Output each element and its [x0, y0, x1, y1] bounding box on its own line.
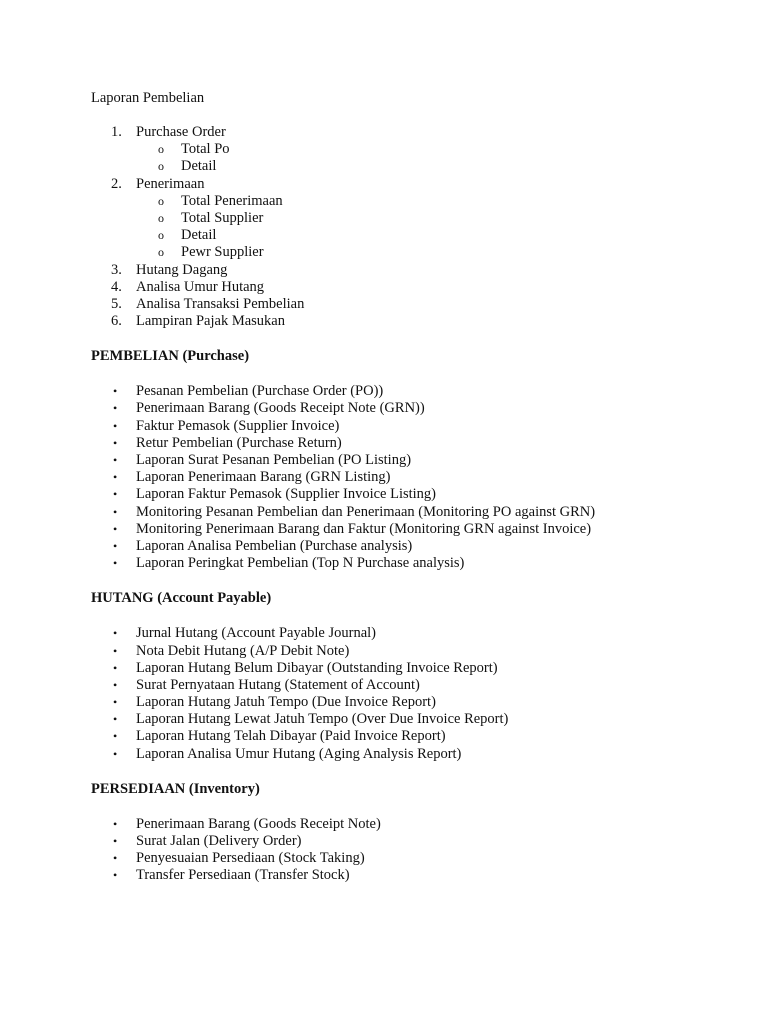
sub-item-label: Detail [181, 158, 217, 175]
numbered-item [91, 176, 751, 193]
section-heading: PERSEDIAAN (Inventory) [91, 780, 260, 797]
sub-item-label: Detail [181, 227, 217, 244]
bullet-icon: • [113, 487, 118, 502]
section-heading: PEMBELIAN (Purchase) [91, 348, 250, 365]
item-number: 3. [111, 261, 122, 278]
circle-bullet-icon: o [158, 159, 164, 174]
item-label: Penerimaan [136, 175, 205, 192]
spacer [91, 608, 751, 625]
bullet-icon: • [113, 384, 118, 399]
bullet-icon: • [113, 868, 118, 883]
bullet-item [91, 538, 751, 555]
bullet-icon: • [113, 521, 118, 536]
numbered-list [91, 124, 751, 330]
bullet-item [91, 452, 751, 469]
spacer [91, 572, 751, 589]
sub-item [91, 227, 751, 244]
sub-item [91, 158, 751, 175]
bullet-item-label: Laporan Analisa Umur Hutang (Aging Analysis Report) [136, 745, 462, 762]
bullet-item-label: Penerimaan Barang (Goods Receipt Note) [136, 815, 381, 832]
bullet-item [91, 867, 751, 884]
bullet-item [91, 746, 751, 763]
bullet-icon: • [113, 729, 118, 744]
bullet-item [91, 435, 751, 452]
bullet-icon: • [113, 660, 118, 675]
bullet-item-label: Laporan Hutang Belum Dibayar (Outstanding Invoice Report) [136, 659, 498, 676]
bullet-item-label: Laporan Penerimaan Barang (GRN Listing) [136, 469, 391, 486]
bullet-icon: • [113, 418, 118, 433]
spacer [91, 366, 751, 383]
item-label: Lampiran Pajak Masukan [136, 313, 285, 330]
bullet-item-label: Surat Pernyataan Hutang (Statement of Account) [136, 676, 420, 693]
bullet-item-label: Surat Jalan (Delivery Order) [136, 833, 302, 849]
bullet-icon: • [113, 470, 118, 485]
sub-item-label: Total Po [181, 141, 230, 158]
circle-bullet-icon: o [158, 210, 164, 225]
bullet-item [91, 625, 751, 642]
bullet-item-label: Transfer Persediaan (Transfer Stock) [136, 867, 350, 884]
spacer [91, 799, 751, 816]
bullet-item [91, 400, 751, 417]
item-label: Hutang Dagang [136, 261, 228, 278]
spacer [91, 108, 751, 124]
bullet-item [91, 694, 751, 711]
bullet-item [91, 383, 751, 400]
bullet-item-label: Pesanan Pembelian (Purchase Order (PO)) [136, 383, 384, 400]
item-label: Analisa Umur Hutang [136, 278, 265, 295]
sub-item [91, 141, 751, 158]
bullet-item-label: Retur Pembelian (Purchase Return) [136, 434, 342, 451]
bullet-item-label: Laporan Peringkat Pembelian (Top N Purchase analysis) [136, 555, 465, 572]
bullet-item-label: Jurnal Hutang (Account Payable Journal) [136, 625, 376, 642]
bullet-item-label: Penerimaan Barang (Goods Receipt Note (GRN)) [136, 400, 425, 417]
bullet-item-label: Laporan Surat Pesanan Pembelian (PO Listing) [136, 452, 412, 468]
item-label: Analisa Transaksi Pembelian [136, 295, 305, 312]
bullet-item [91, 418, 751, 435]
bullet-icon: • [113, 834, 118, 848]
document-page [91, 89, 751, 885]
bullet-item [91, 850, 751, 867]
sub-item-label: Total Supplier [181, 209, 264, 226]
numbered-item [91, 313, 751, 330]
bullet-item-label: Nota Debit Hutang (A/P Debit Note) [136, 642, 350, 659]
bullet-item-label: Laporan Analisa Pembelian (Purchase analysis) [136, 537, 413, 554]
bullet-item [91, 469, 751, 486]
bullet-item-label: Faktur Pemasok (Supplier Invoice) [136, 417, 340, 434]
bullet-icon: • [113, 556, 118, 571]
numbered-item [91, 124, 751, 141]
item-label: Purchase Order [136, 124, 226, 140]
sections [91, 330, 751, 884]
bullet-item [91, 555, 751, 572]
bullet-icon: • [113, 626, 118, 641]
numbered-item [91, 262, 751, 279]
bullet-icon: • [113, 401, 118, 416]
bullet-icon: • [113, 712, 118, 727]
numbered-item [91, 279, 751, 296]
bullet-icon: • [113, 746, 118, 761]
bullet-item [91, 486, 751, 503]
item-number: 2. [111, 175, 122, 192]
bullet-icon: • [113, 538, 118, 553]
bullet-item-label: Laporan Hutang Jatuh Tempo (Due Invoice Report) [136, 694, 436, 711]
sub-item [91, 210, 751, 227]
bullet-item-label: Monitoring Pesanan Pembelian dan Penerimaan (Monitoring PO against GRN) [136, 503, 596, 520]
section-heading: HUTANG (Account Payable) [91, 590, 272, 607]
bullet-item-label: Laporan Faktur Pemasok (Supplier Invoice Listing) [136, 486, 437, 503]
bullet-item [91, 677, 751, 694]
bullet-icon: • [113, 435, 118, 450]
sub-item-label: Total Penerimaan [181, 192, 283, 209]
spacer [91, 330, 751, 347]
document-title: Laporan Pembelian [91, 90, 205, 106]
circle-bullet-icon: o [158, 228, 164, 243]
bullet-icon: • [113, 816, 118, 831]
sub-item [91, 244, 751, 261]
bullet-icon: • [113, 695, 118, 710]
numbered-item [91, 296, 751, 313]
item-number: 6. [111, 313, 122, 330]
bullet-item [91, 711, 751, 728]
bullet-item [91, 660, 751, 677]
item-number: 4. [111, 278, 122, 295]
bullet-item-label: Laporan Hutang Telah Dibayar (Paid Invoice Report) [136, 728, 446, 745]
bullet-item [91, 504, 751, 521]
bullet-icon: • [113, 851, 118, 866]
sub-item [91, 193, 751, 210]
bullet-item [91, 643, 751, 660]
bullet-icon: • [113, 643, 118, 658]
circle-bullet-icon: o [158, 193, 164, 208]
bullet-item-label: Penyesuaian Persediaan (Stock Taking) [136, 850, 365, 867]
item-number: 1. [111, 124, 122, 140]
bullet-item-label: Laporan Hutang Lewat Jatuh Tempo (Over Due Invoice Report) [136, 711, 509, 728]
bullet-icon: • [113, 504, 118, 519]
bullet-icon: • [113, 453, 118, 467]
item-number: 5. [111, 295, 122, 312]
bullet-item [91, 833, 751, 850]
circle-bullet-icon: o [158, 245, 164, 260]
sub-item-label: Pewr Supplier [181, 244, 264, 261]
spacer [91, 763, 751, 780]
bullet-item [91, 816, 751, 833]
bullet-item [91, 521, 751, 538]
bullet-item-label: Monitoring Penerimaan Barang dan Faktur (Monitoring GRN against Invoice) [136, 520, 592, 537]
bullet-icon: • [113, 677, 118, 692]
bullet-item [91, 728, 751, 745]
circle-bullet-icon: o [158, 142, 164, 157]
